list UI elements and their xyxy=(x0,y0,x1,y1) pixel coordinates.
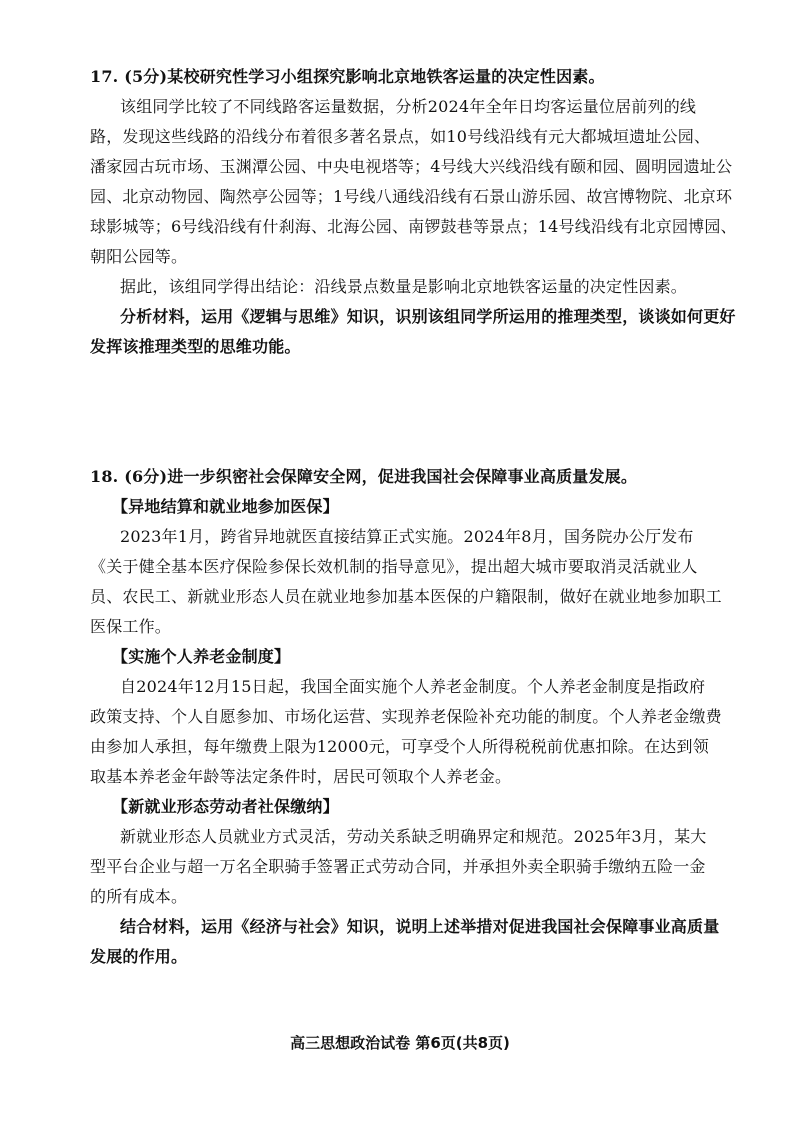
q17-material-line: 球影城等；6号线沿线有什刹海、北海公园、南锣鼓巷等景点；14号线沿线有北京园博园、 xyxy=(90,217,737,236)
q18-stem: 18. (6分)进一步织密社会保障安全网，促进我国社会保障事业高质量发展。 xyxy=(90,467,638,486)
q18-material-line: 取基本养老金年龄等法定条件时，居民可领取个人养老金。 xyxy=(90,767,512,786)
q18-material-line: 由参加人承担，每年缴费上限为12000元，可享受个人所得税税前优惠扣除。在达到领 xyxy=(90,737,709,756)
q17-task: 分析材料，运用《逻辑与思维》知识，识别该组同学所运用的推理类型，谈谈如何更好 xyxy=(120,307,736,326)
q18-material-line: 自2024年12月15日起，我国全面实施个人养老金制度。个人养老金制度是指政府 xyxy=(120,677,706,696)
q17-material-line: 潘家园古玩市场、玉渊潭公园、中央电视塔等；4号线大兴线沿线有颐和园、圆明园遗址公 xyxy=(90,157,733,176)
q18-material-line: 的所有成本。 xyxy=(90,887,188,906)
question-18 xyxy=(90,462,730,972)
q18-material-line: 《关于健全基本医疗保险参保长效机制的指导意见》，提出超大城市要取消灵活就业人 xyxy=(90,557,698,576)
q17-task: 发挥该推理类型的思维功能。 xyxy=(90,337,301,356)
q18-section-title: 【新就业形态劳动者社保缴纳】 xyxy=(112,797,339,816)
question-17 xyxy=(90,62,737,362)
q18-section-title: 【实施个人养老金制度】 xyxy=(112,647,291,666)
q18-task: 发展的作用。 xyxy=(90,947,188,966)
q18-material-line: 员、农民工、新就业形态人员在就业地参加基本医保的户籍限制，做好在就业地参加职工 xyxy=(90,587,722,606)
q18-material-line: 新就业形态人员就业方式灵活，劳动关系缺乏明确界定和规范。2025年3月，某大 xyxy=(120,827,707,846)
q18-section-title: 【异地结算和就业地参加医保】 xyxy=(112,497,339,516)
q18-material-line: 2023年1月，跨省异地就医直接结算正式实施。2024年8月，国务院办公厅发布 xyxy=(120,527,694,546)
q18-task: 结合材料，运用《经济与社会》知识，说明上述举措对促进我国社会保障事业高质量 xyxy=(120,917,720,936)
q18-material-line: 政策支持、个人自愿参加、市场化运营、实现养老保险补充功能的制度。个人养老金缴费 xyxy=(90,707,722,726)
q17-material-line: 该组同学比较了不同线路客运量数据，分析2024年全年日均客运量位居前列的线 xyxy=(120,97,697,116)
q17-material-line: 路，发现这些线路的沿线分布着很多著名景点，如10号线沿线有元大都城垣遗址公园、 xyxy=(90,127,711,146)
q17-material-line: 园、北京动物园、陶然亭公园等；1号线八通线沿线有石景山游乐园、故宫博物院、北京环 xyxy=(90,187,733,206)
q18-material-line: 医保工作。 xyxy=(90,617,172,636)
page-footer: 高三思想政治试卷 第6页(共8页) xyxy=(290,1034,510,1052)
q17-conclusion: 据此，该组同学得出结论：沿线景点数量是影响北京地铁客运量的决定性因素。 xyxy=(120,277,688,296)
q18-material-line: 型平台企业与超一万名全职骑手签署正式劳动合同，并承担外卖全职骑手缴纳五险一金 xyxy=(90,857,706,876)
q17-stem: 17. (5分)某校研究性学习小组探究影响北京地铁客运量的决定性因素。 xyxy=(90,67,605,86)
q17-material-line: 朝阳公园等。 xyxy=(90,247,188,266)
